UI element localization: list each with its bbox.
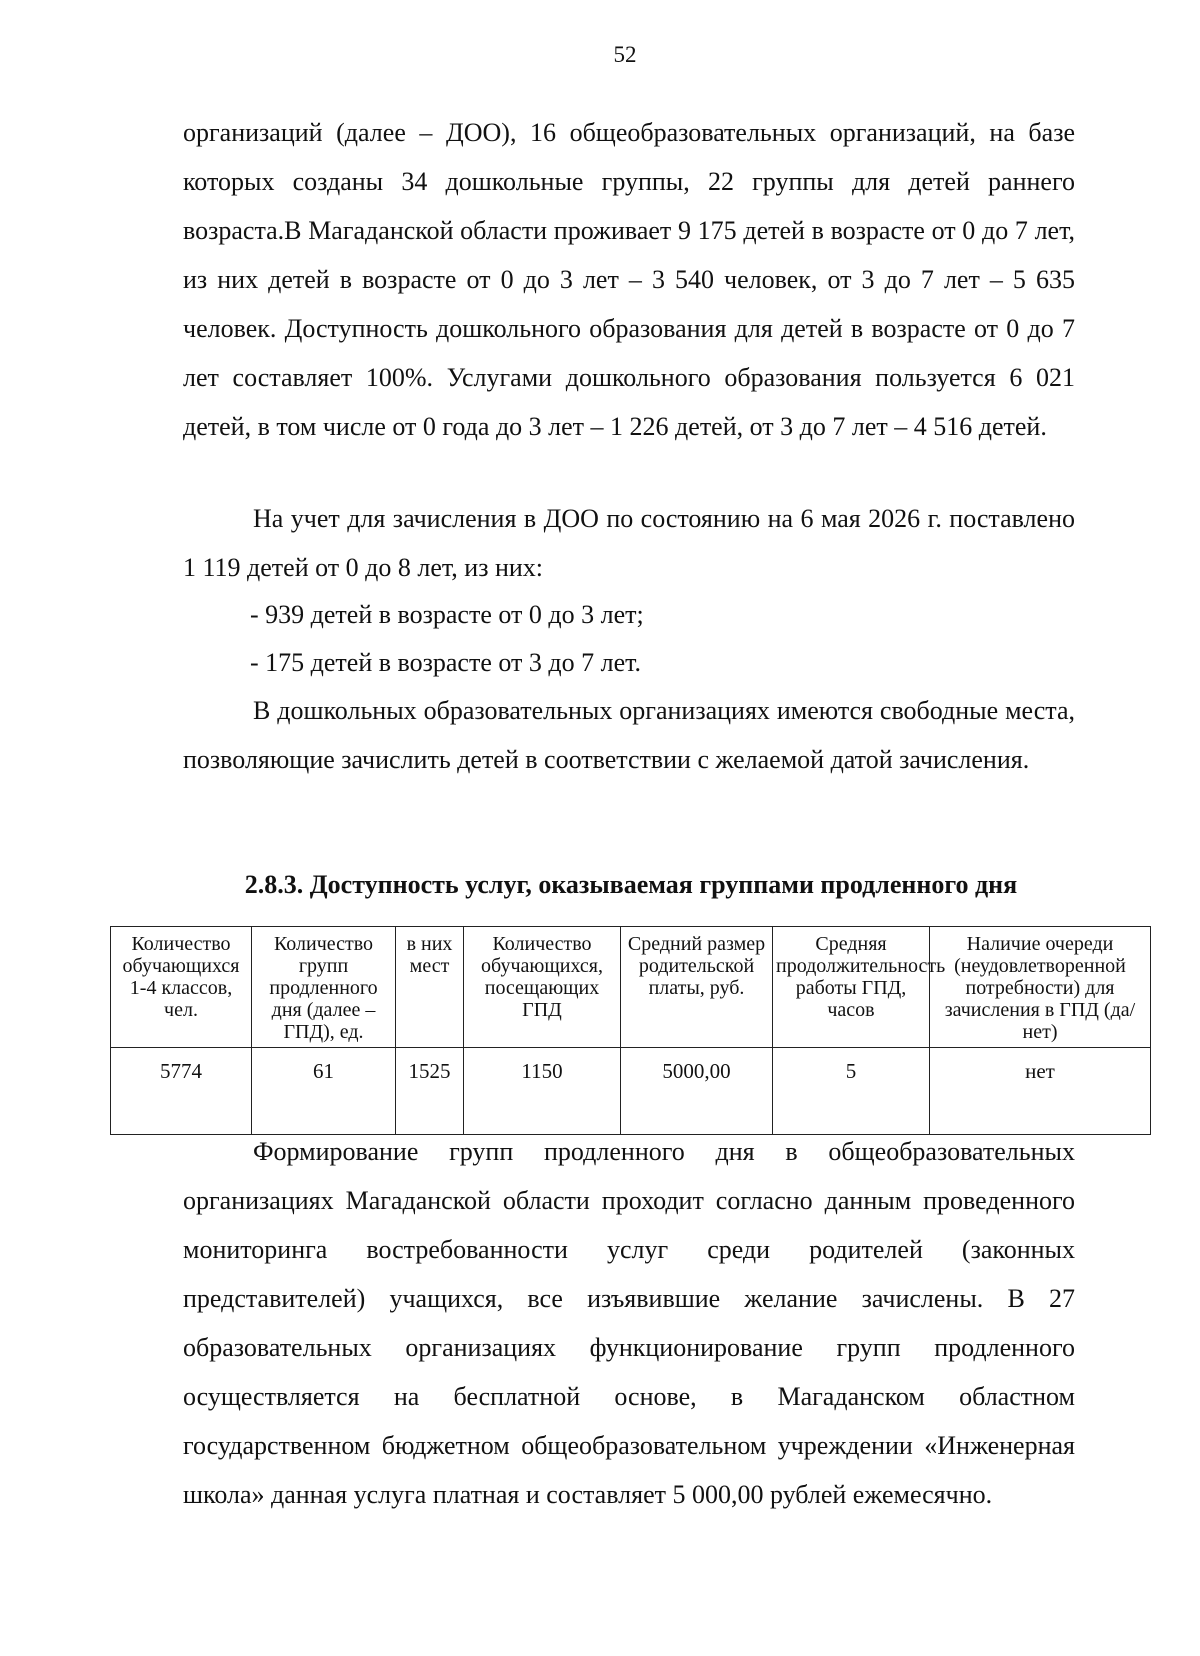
header-cell: Количество обучающихся 1-4 классов, чел. [111, 927, 252, 1048]
page-number: 52 [613, 42, 637, 67]
table-cell: нет [930, 1048, 1151, 1135]
list-item-age-3-7: - 175 детей в возрасте от 3 до 7 лет. [250, 648, 642, 677]
list-item-age-0-3: - 939 детей в возрасте от 0 до 3 лет; [250, 600, 644, 629]
table-cell: 5 [773, 1048, 930, 1135]
table-cell: 5000,00 [621, 1048, 773, 1135]
paragraph-gpd-formation: Формирование групп продленного дня в общеобразовательных организациях Магаданской области проходит согласно данным проведенного мониторинга востребованности услуг среди родителей (законных представителей) учащихся, все изъявившие желание зачислены. В 27 образовательных организациях функционирование групп продленного осуществляется на бесплатной основе, в Магаданском областном государственном бюджетном общеобразовательном учреждении «Инженерная школа» данная услуга платная и составляет 5 000,00 рублей ежемесячно. [183, 1137, 1075, 1509]
header-cell: Средний размер родительской платы, руб. [621, 927, 773, 1048]
table-cell: 5774 [111, 1048, 252, 1135]
table-cell: 1150 [464, 1048, 621, 1135]
table-cell: 61 [252, 1048, 396, 1135]
table-cell: 1525 [396, 1048, 464, 1135]
paragraph-enrollment-queue: На учет для зачисления в ДОО по состоянию на 6 мая 2026 г. поставлено 1 119 детей от 0 до 8 лет, из них: [183, 504, 1075, 582]
gpd-table [110, 926, 1151, 1135]
table-row [111, 1048, 1151, 1135]
header-cell: Средняя продолжительность работы ГПД, часов [773, 927, 930, 1048]
header-cell: Количество групп продленного дня (далее – ГПД), ед. [252, 927, 396, 1048]
header-cell: Наличие очереди (неудовлетворенной потребности) для зачисления в ГПД (да/нет) [930, 927, 1151, 1048]
table-header-row [111, 927, 1151, 1048]
paragraph-free-places: В дошкольных образовательных организациях имеются свободные места, позволяющие зачислить детей в соответствии с желаемой датой зачисления. [183, 696, 1075, 774]
header-cell: в них мест [396, 927, 464, 1048]
section-heading: 2.8.3. Доступность услуг, оказываемая группами продленного дня [244, 870, 1018, 899]
paragraph-preschool-stats: организаций (далее – ДОО), 16 общеобразовательных организаций, на базе которых созданы 34 дошкольные группы, 22 группы для детей раннего возраста.В Магаданской области проживает 9 175 детей в возрасте от 0 до 7 лет, из них детей в возрасте от 0 до 3 лет – 3 540 человек, от 3 до 7 лет – 5 635 человек. Доступность дошкольного образования для детей в возрасте от 0 до 7 лет составляет 100%. Услугами дошкольного образования пользуется 6 021 детей, в том числе от 0 года до 3 лет – 1 226 детей, от 3 до 7 лет – 4 516 детей. [183, 118, 1075, 441]
header-cell: Количество обучающихся, посещающих ГПД [464, 927, 621, 1048]
